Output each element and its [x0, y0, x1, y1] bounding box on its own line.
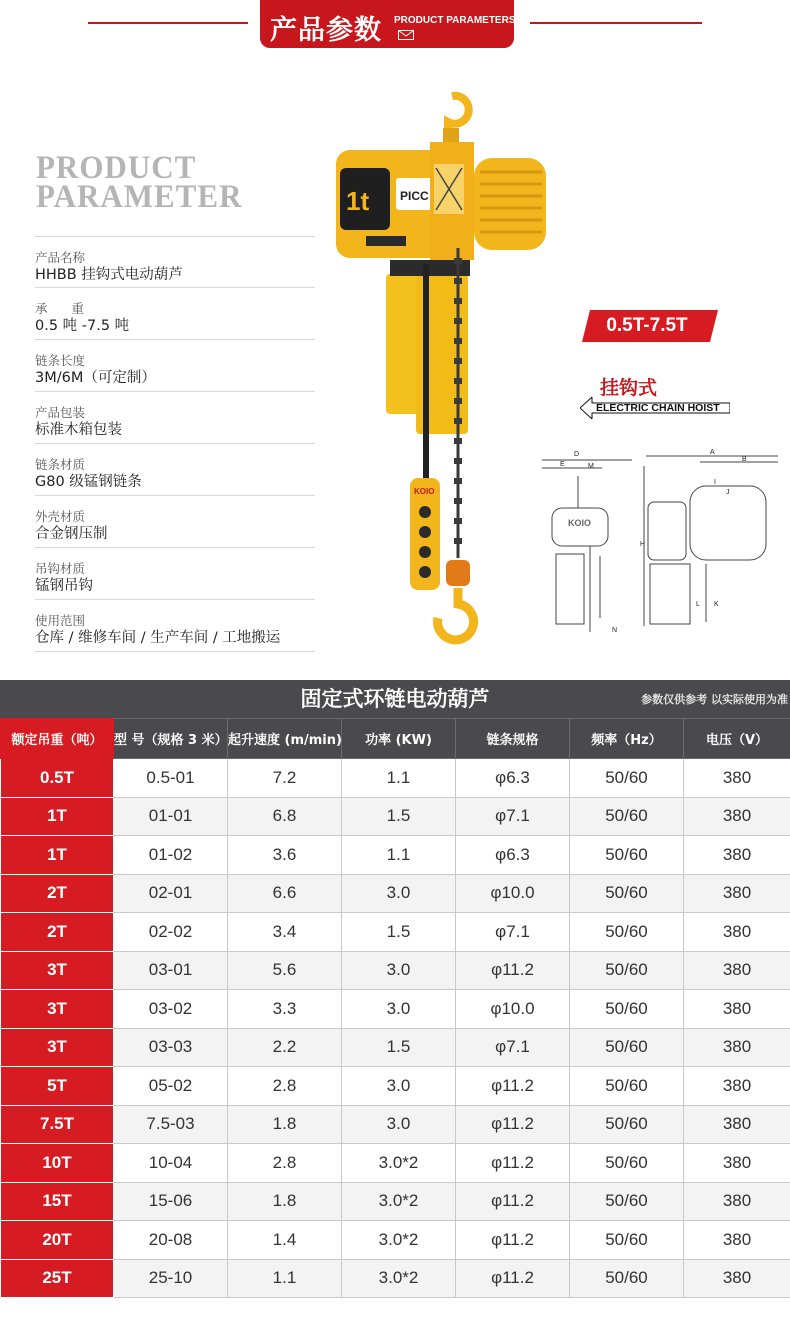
cell-speed: 1.4	[228, 1221, 342, 1260]
cell-frequency: 50/60	[570, 951, 684, 990]
cell-chain: φ11.2	[456, 1067, 570, 1106]
cell-speed: 2.2	[228, 1028, 342, 1067]
spec-value: 标准木箱包装	[35, 422, 122, 438]
spec-value: 仓库 / 维修车间 / 生产车间 / 工地搬运	[35, 630, 281, 646]
cell-power: 1.5	[342, 797, 456, 836]
cell-speed: 1.1	[228, 1259, 342, 1298]
cell-model: 02-01	[114, 874, 228, 913]
table-row	[1, 1028, 790, 1067]
drawing-label-n: N	[612, 627, 618, 634]
spec-label: 链条长度	[35, 353, 86, 368]
cell-power: 3.0*2	[342, 1144, 456, 1183]
table-row	[1, 1105, 790, 1144]
header-capacity: 额定吊重（吨）	[1, 719, 114, 759]
spec-item	[35, 392, 315, 444]
capacity-label: 1t	[346, 186, 370, 216]
big-title-line1: PRODUCT	[36, 148, 197, 186]
type-cn: 挂钩式	[600, 377, 658, 399]
cell-capacity: 25T	[1, 1259, 114, 1298]
table-note: 参数仅供参考 以实际使用为准	[641, 693, 788, 706]
cell-capacity: 2T	[1, 913, 114, 952]
drawing-label-k: K	[714, 601, 719, 608]
cell-voltage: 380	[684, 836, 790, 875]
cell-chain: φ10.0	[456, 874, 570, 913]
cell-voltage: 380	[684, 797, 790, 836]
drawing-label-m: M	[588, 463, 594, 470]
cell-voltage: 380	[684, 759, 790, 798]
table-header-row	[1, 719, 790, 759]
header-speed: 起升速度 (m/min)	[228, 719, 342, 759]
header-model: 型 号（规格 3 米）	[114, 719, 228, 759]
cell-frequency: 50/60	[570, 1259, 684, 1298]
spec-label: 承 重	[35, 301, 84, 316]
spec-label: 链条材质	[35, 457, 86, 472]
table-row	[1, 913, 790, 952]
cell-model: 0.5-01	[114, 759, 228, 798]
cell-chain: φ11.2	[456, 1259, 570, 1298]
spec-value: 锰钢吊钩	[35, 578, 93, 594]
cell-chain: φ6.3	[456, 759, 570, 798]
cell-model: 05-02	[114, 1067, 228, 1106]
cell-speed: 1.8	[228, 1182, 342, 1221]
header-voltage: 电压（V）	[684, 719, 790, 759]
cell-speed: 3.6	[228, 836, 342, 875]
cell-model: 03-03	[114, 1028, 228, 1067]
cell-speed: 6.6	[228, 874, 342, 913]
spec-list	[35, 236, 315, 652]
cell-model: 10-04	[114, 1144, 228, 1183]
cell-power: 1.5	[342, 913, 456, 952]
cell-capacity: 3T	[1, 951, 114, 990]
cell-capacity: 1T	[1, 836, 114, 875]
cell-voltage: 380	[684, 1144, 790, 1183]
spec-item	[35, 236, 315, 288]
cell-frequency: 50/60	[570, 759, 684, 798]
table-row	[1, 874, 790, 913]
cell-capacity: 20T	[1, 1221, 114, 1260]
drawing-label-l: L	[696, 601, 700, 608]
header-title-en: PRODUCT PARAMETERS	[394, 15, 516, 26]
cell-frequency: 50/60	[570, 1182, 684, 1221]
cell-model: 25-10	[114, 1259, 228, 1298]
header-title-cn: 产品参数	[270, 15, 382, 46]
brand-label: PICC	[400, 189, 429, 203]
spec-item	[35, 340, 315, 392]
range-badge: 0.5T-7.5T	[606, 315, 688, 336]
header-rule-left	[88, 22, 248, 24]
cell-frequency: 50/60	[570, 913, 684, 952]
header-title-tab	[260, 0, 514, 48]
cell-frequency: 50/60	[570, 990, 684, 1029]
cell-chain: φ6.3	[456, 836, 570, 875]
product-parameter-watermark	[36, 148, 243, 215]
drawing-label-d: D	[574, 451, 580, 458]
side-drawing	[640, 446, 780, 642]
cell-capacity: 7.5T	[1, 1105, 114, 1144]
cell-frequency: 50/60	[570, 874, 684, 913]
cell-speed: 1.8	[228, 1105, 342, 1144]
pendant-brand: KOIO	[414, 487, 435, 496]
spec-item	[35, 548, 315, 600]
cell-power: 1.1	[342, 836, 456, 875]
cell-power: 1.1	[342, 759, 456, 798]
cell-speed: 7.2	[228, 759, 342, 798]
cell-frequency: 50/60	[570, 1105, 684, 1144]
spec-item	[35, 600, 315, 652]
table-row	[1, 1259, 790, 1298]
cell-frequency: 50/60	[570, 797, 684, 836]
table-row	[1, 1144, 790, 1183]
header-rule-right	[530, 22, 702, 24]
spec-item	[35, 288, 315, 340]
spec-item	[35, 444, 315, 496]
parameter-table	[0, 718, 790, 1298]
header-frequency: 频率（Hz）	[570, 719, 684, 759]
table-row	[1, 990, 790, 1029]
cell-chain: φ11.2	[456, 1221, 570, 1260]
cell-chain: φ10.0	[456, 990, 570, 1029]
drawing-label-b: B	[742, 456, 747, 463]
cell-chain: φ11.2	[456, 1105, 570, 1144]
spec-label: 产品名称	[35, 250, 86, 265]
cell-voltage: 380	[684, 1259, 790, 1298]
cell-capacity: 15T	[1, 1182, 114, 1221]
spec-item	[35, 496, 315, 548]
cell-capacity: 1T	[1, 797, 114, 836]
cell-capacity: 3T	[1, 990, 114, 1029]
cell-power: 3.0*2	[342, 1221, 456, 1260]
cell-model: 7.5-03	[114, 1105, 228, 1144]
front-drawing	[540, 446, 640, 642]
cell-speed: 2.8	[228, 1144, 342, 1183]
header-chain: 链条规格	[456, 719, 570, 759]
spec-value: 合金钢压制	[35, 526, 108, 542]
spec-value: G80 级锰钢链条	[35, 474, 142, 490]
cell-model: 03-01	[114, 951, 228, 990]
table-row	[1, 836, 790, 875]
cell-model: 02-02	[114, 913, 228, 952]
cell-chain: φ11.2	[456, 951, 570, 990]
table-row	[1, 1067, 790, 1106]
cell-power: 3.0	[342, 1105, 456, 1144]
envelope-icon	[398, 30, 414, 40]
cell-speed: 5.6	[228, 951, 342, 990]
section-header	[0, 0, 790, 60]
header-power: 功率 (KW)	[342, 719, 456, 759]
spec-label: 吊钩材质	[35, 561, 86, 576]
cell-power: 3.0	[342, 1067, 456, 1106]
table-row	[1, 1221, 790, 1260]
cell-model: 15-06	[114, 1182, 228, 1221]
cell-voltage: 380	[684, 874, 790, 913]
table-row	[1, 951, 790, 990]
cell-voltage: 380	[684, 1028, 790, 1067]
spec-value: 0.5 吨 -7.5 吨	[35, 318, 130, 334]
cell-voltage: 380	[684, 1221, 790, 1260]
cell-model: 01-01	[114, 797, 228, 836]
cell-chain: φ11.2	[456, 1182, 570, 1221]
drawing-label-a: A	[710, 449, 715, 456]
table-body	[1, 759, 790, 1298]
spec-label: 产品包装	[35, 405, 86, 420]
chain-hoist-image	[330, 88, 560, 648]
cell-frequency: 50/60	[570, 1221, 684, 1260]
spec-label: 外壳材质	[35, 509, 86, 524]
spec-label: 使用范围	[35, 613, 86, 628]
cell-chain: φ7.1	[456, 797, 570, 836]
cell-speed: 3.3	[228, 990, 342, 1029]
cell-power: 3.0	[342, 990, 456, 1029]
drawing-label-j: J	[726, 489, 730, 496]
cell-model: 01-02	[114, 836, 228, 875]
cell-capacity: 2T	[1, 874, 114, 913]
cell-speed: 2.8	[228, 1067, 342, 1106]
cell-capacity: 10T	[1, 1144, 114, 1183]
drawing-logo: KOIO	[568, 518, 592, 528]
cell-capacity: 5T	[1, 1067, 114, 1106]
cell-voltage: 380	[684, 1067, 790, 1106]
cell-capacity: 0.5T	[1, 759, 114, 798]
cell-power: 3.0	[342, 874, 456, 913]
spec-value: 3M/6M（可定制）	[35, 370, 156, 386]
cell-voltage: 380	[684, 913, 790, 952]
cell-model: 20-08	[114, 1221, 228, 1260]
table-row	[1, 759, 790, 798]
drawing-label-h: H	[640, 541, 646, 548]
cell-frequency: 50/60	[570, 1028, 684, 1067]
table-row	[1, 1182, 790, 1221]
type-en: ELECTRIC CHAIN HOIST	[596, 402, 720, 414]
cell-frequency: 50/60	[570, 1067, 684, 1106]
cell-voltage: 380	[684, 990, 790, 1029]
cell-chain: φ11.2	[456, 1144, 570, 1183]
cell-power: 3.0*2	[342, 1182, 456, 1221]
cell-power: 3.0	[342, 951, 456, 990]
cell-voltage: 380	[684, 1182, 790, 1221]
drawing-label-e: E	[560, 461, 565, 468]
cell-chain: φ7.1	[456, 913, 570, 952]
cell-frequency: 50/60	[570, 836, 684, 875]
cell-model: 03-02	[114, 990, 228, 1029]
cell-capacity: 3T	[1, 1028, 114, 1067]
cell-voltage: 380	[684, 1105, 790, 1144]
cell-power: 3.0*2	[342, 1259, 456, 1298]
spec-value: HHBB 挂钩式电动葫芦	[35, 267, 183, 283]
big-title-line2: PARAMETER	[36, 177, 243, 215]
cell-speed: 6.8	[228, 797, 342, 836]
cell-voltage: 380	[684, 951, 790, 990]
table-title: 固定式环链电动葫芦	[300, 687, 490, 711]
cell-speed: 3.4	[228, 913, 342, 952]
table-row	[1, 797, 790, 836]
cell-power: 1.5	[342, 1028, 456, 1067]
cell-chain: φ7.1	[456, 1028, 570, 1067]
cell-frequency: 50/60	[570, 1144, 684, 1183]
drawing-label-i: I	[714, 479, 716, 486]
